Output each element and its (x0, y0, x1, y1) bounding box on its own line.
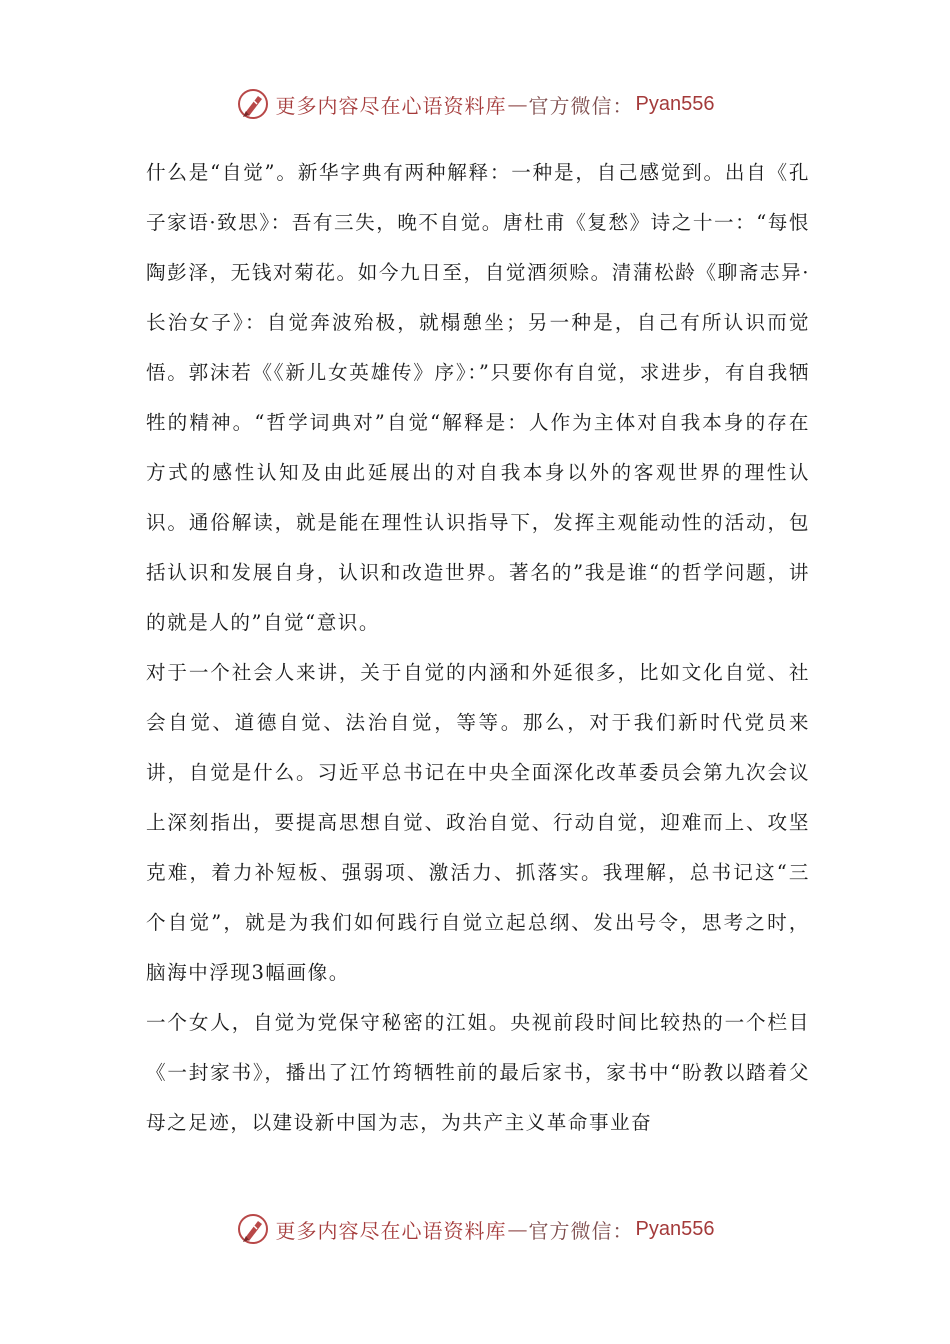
banner-title: 更多内容尽在心语资料库 (275, 93, 507, 118)
banner-title: 更多内容尽在心语资料库 (275, 1218, 507, 1243)
paragraph-party-members: 对于一个社会人来讲，关于自觉的内涵和外延很多，比如文化自觉、社会自觉、道德自觉、法治自觉，等等。那么，对于我们新时代党员来讲，自觉是什么。习近平总书记在中央全面深化改革委员会第九次会议上深刻指出，要提高思想自觉、政治自觉、行动自觉，迎难而上、攻坚克难，着力补短板、强弱项、激活力、抓落实。我理解，总书记这“三个自觉”，就是为我们如何践行自觉立起总纲、发出号令，思考之时，脑海中浮现3幅画像。 (146, 661, 810, 984)
banner-wechat-label: 官方微信： (528, 93, 634, 118)
paragraph-definition: 什么是“自觉”。新华字典有两种解释：一种是，自己感觉到。出自《孔子家语·致思》：吾有三失，晚不自觉。唐杜甫《复愁》诗之十一：“每恨陶彭泽，无钱对菊花。如今九日至，自觉酒须赊。清蒲松龄《聊斋志异·长治女子》：自觉奔波殆极，就榻憩坐；另一种是，自己有所认识而觉悟。郭沫若《《新儿女英雄传》序》：”只要你有自觉，求进步，有自我牺牲的精神。“哲学词典对”自觉“解释是：人作为主体对自我本身的存在方式的感性认知及由此延展出的对自我本身以外的客观世界的理性认识。通俗解读，就是能在理性认识指导下，发挥主观能动性的活动，包括认识和发展自身，认识和改造世界。著名的”我是谁“的哲学问题，讲的就是人的”自觉“意识。 (146, 161, 810, 634)
footer-banner (0, 1207, 950, 1251)
pen-nib-icon (236, 87, 270, 121)
banner-separator: — (507, 92, 528, 116)
document-body (146, 148, 810, 1148)
paragraph-jiang-jie: 一个女人，自觉为党保守秘密的江姐。央视前段时间比较热的一个栏目《一封家书》，播出了江竹筠牺牲前的最后家书，家书中“盼教以踏着父母之足迹，以建设新中国为志，为共产主义革命事业奋 (146, 1011, 810, 1134)
banner-wechat-handle: Pyan556 (635, 1217, 715, 1240)
banner-content (236, 1212, 715, 1246)
banner-content (236, 87, 715, 121)
banner-separator: — (507, 1217, 528, 1241)
header-banner (0, 82, 950, 126)
banner-wechat-label: 官方微信： (528, 1218, 634, 1243)
banner-wechat-handle: Pyan556 (635, 92, 715, 115)
pen-nib-icon (236, 1212, 270, 1246)
